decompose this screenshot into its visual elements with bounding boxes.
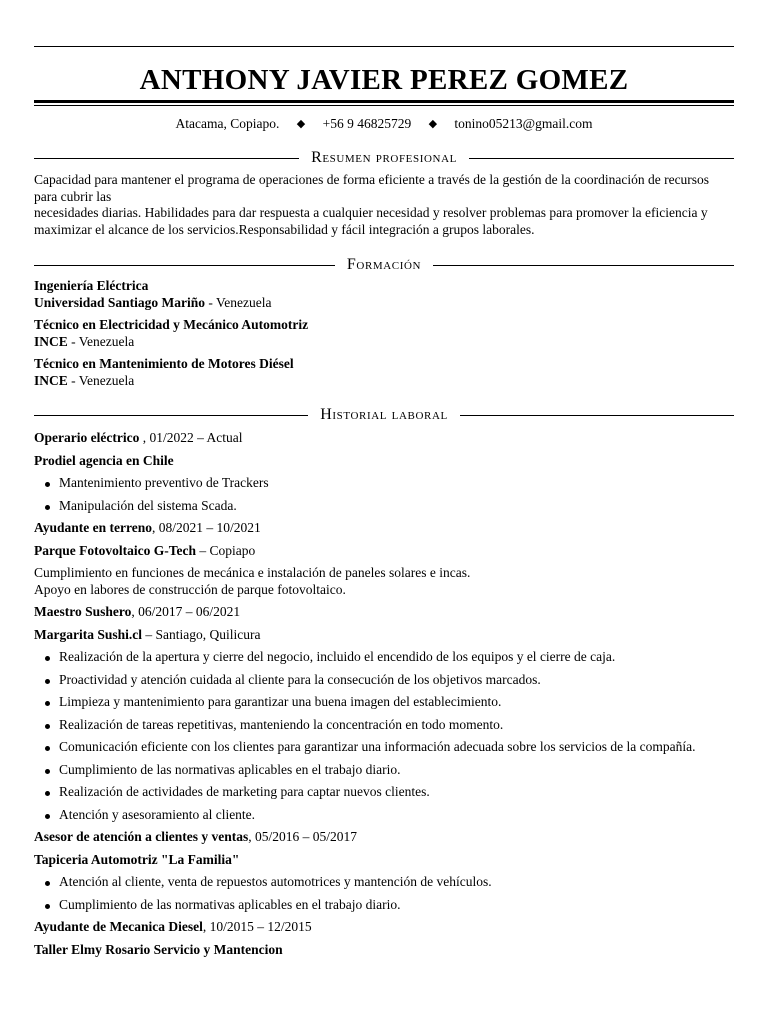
name-rule-thick — [34, 100, 734, 103]
list-item: Comunicación eficiente con los clientes para garantizar una información adecuada sobre los servicios de la compañía. — [34, 739, 734, 756]
job-dates: , 06/2017 – 06/2021 — [131, 604, 241, 619]
school-location: - Venezuela — [67, 372, 135, 388]
list-item: Realización de actividades de marketing para captar nuevos clientes. — [34, 784, 734, 801]
job-company-line — [34, 627, 734, 644]
job-role: Operario eléctrico — [34, 430, 140, 445]
contact-line — [34, 115, 734, 134]
section-title: Historial laboral — [320, 406, 448, 423]
job-company-location: – Santiago, Quilicura — [142, 626, 261, 642]
list-item: Limpieza y mantenimiento para garantizar una buena imagen del establecimiento. — [34, 694, 734, 711]
section-title: Formación — [346, 256, 422, 273]
degree: Ingeniería Eléctrica — [34, 278, 149, 293]
list-item: Realización de la apertura y cierre del negocio, incluido el encendido de los equipos y el cierre de caja. — [34, 649, 734, 666]
job-title-line — [34, 604, 734, 621]
education-item — [34, 356, 734, 389]
job-company: Prodiel agencia en Chile — [34, 452, 174, 468]
list-item: Cumplimiento de las normativas aplicables en el trabajo diario. — [34, 762, 734, 779]
education-list — [34, 278, 734, 389]
list-item: Proactividad y atención cuidada al cliente para la consecución de los objetivos marcados. — [34, 672, 734, 689]
job-dates: , 10/2015 – 12/2015 — [202, 919, 312, 934]
job-dates: , 01/2022 – Actual — [139, 430, 243, 445]
job-bullets — [34, 874, 734, 913]
list-item: Realización de tareas repetitivas, manteniendo la concentración en todo momento. — [34, 717, 734, 734]
job-company: Margarita Sushi.cl — [34, 626, 142, 642]
job-title-line — [34, 919, 734, 936]
list-item: Manipulación del sistema Scada. — [34, 498, 734, 515]
job-company-line — [34, 453, 734, 470]
school-line — [34, 295, 734, 312]
contact-phone: +56 9 46825729 — [322, 116, 412, 131]
education-item — [34, 278, 734, 311]
degree: Técnico en Mantenimiento de Motores Diésel — [34, 356, 294, 371]
diamond-icon: ◆ — [296, 118, 306, 130]
job-company-line — [34, 942, 734, 959]
job-title-line — [34, 430, 734, 447]
job-role: Ayudante en terreno — [34, 520, 152, 535]
school: Universidad Santiago Mariño — [34, 294, 206, 310]
job-text: Cumplimiento en funciones de mecánica e instalación de paneles solares e incas. — [34, 565, 471, 580]
summary-line: Capacidad para mantener el programa de operaciones de forma eficiente a través de la gestión de la coordinación de recursos para cubrir las — [34, 172, 710, 204]
job-company: Parque Fotovoltaico G-Tech — [34, 542, 196, 558]
section-education-header — [34, 255, 734, 275]
job-text: Apoyo en labores de construcción de parque fotovoltaico. — [34, 581, 346, 597]
section-rule — [433, 265, 734, 266]
job-title-line — [34, 520, 734, 537]
school-location: - Venezuela — [205, 294, 272, 310]
job-bullets — [34, 475, 734, 514]
section-rule — [460, 415, 734, 416]
section-rule — [469, 158, 734, 159]
job-company: Taller Elmy Rosario Servicio y Mantencion — [34, 941, 283, 957]
section-title: Resumen profesional — [311, 149, 457, 166]
school-location: - Venezuela — [67, 333, 135, 349]
summary-line: necesidades diarias. Habilidades para dar respuesta a cualquier necesidad y resolver problemas para promover la eficiencia y maximizar el alcance de los servicios.Responsabilidad y fácil integración a grupos laborales. — [34, 205, 708, 237]
diamond-icon: ◆ — [428, 118, 438, 130]
job-role: Ayudante de Mecanica Diesel — [34, 919, 203, 934]
job-company: Tapiceria Automotriz "La Familia" — [34, 851, 240, 867]
job-dates: , 05/2016 – 05/2017 — [248, 829, 357, 844]
job-role: Maestro Sushero — [34, 604, 132, 619]
section-work-header — [34, 405, 734, 425]
top-rule — [34, 46, 734, 47]
school-line — [34, 334, 734, 351]
job-bullets — [34, 649, 734, 823]
job-company-line — [34, 852, 734, 869]
education-item — [34, 317, 734, 350]
school-line — [34, 373, 734, 390]
job-company-line — [34, 543, 734, 560]
section-rule — [34, 415, 308, 416]
list-item: Atención al cliente, venta de repuestos automotrices y mantención de vehículos. — [34, 874, 734, 891]
work-list — [34, 430, 734, 958]
section-rule — [34, 158, 299, 159]
school: INCE — [34, 333, 68, 349]
section-rule — [34, 265, 335, 266]
list-item: Cumplimiento de las normativas aplicables en el trabajo diario. — [34, 897, 734, 914]
degree: Técnico en Electricidad y Mecánico Automotriz — [34, 317, 309, 332]
section-summary-header — [34, 148, 734, 168]
contact-email[interactable]: tonino05213@gmail.com — [454, 116, 593, 131]
list-item: Atención y asesoramiento al cliente. — [34, 807, 734, 824]
contact-location: Atacama, Copiapo. — [175, 116, 280, 131]
job-company-location: – Copiapo — [196, 542, 256, 558]
candidate-name: ANTHONY JAVIER PEREZ GOMEZ — [139, 64, 629, 96]
job-role: Asesor de atención a clientes y ventas — [34, 829, 249, 844]
summary-text — [34, 172, 734, 238]
job-title-line — [34, 829, 734, 846]
name-rule-thin — [34, 105, 734, 106]
job-dates: , 08/2021 – 10/2021 — [152, 520, 261, 535]
list-item: Mantenimiento preventivo de Trackers — [34, 475, 734, 492]
school: INCE — [34, 372, 68, 388]
